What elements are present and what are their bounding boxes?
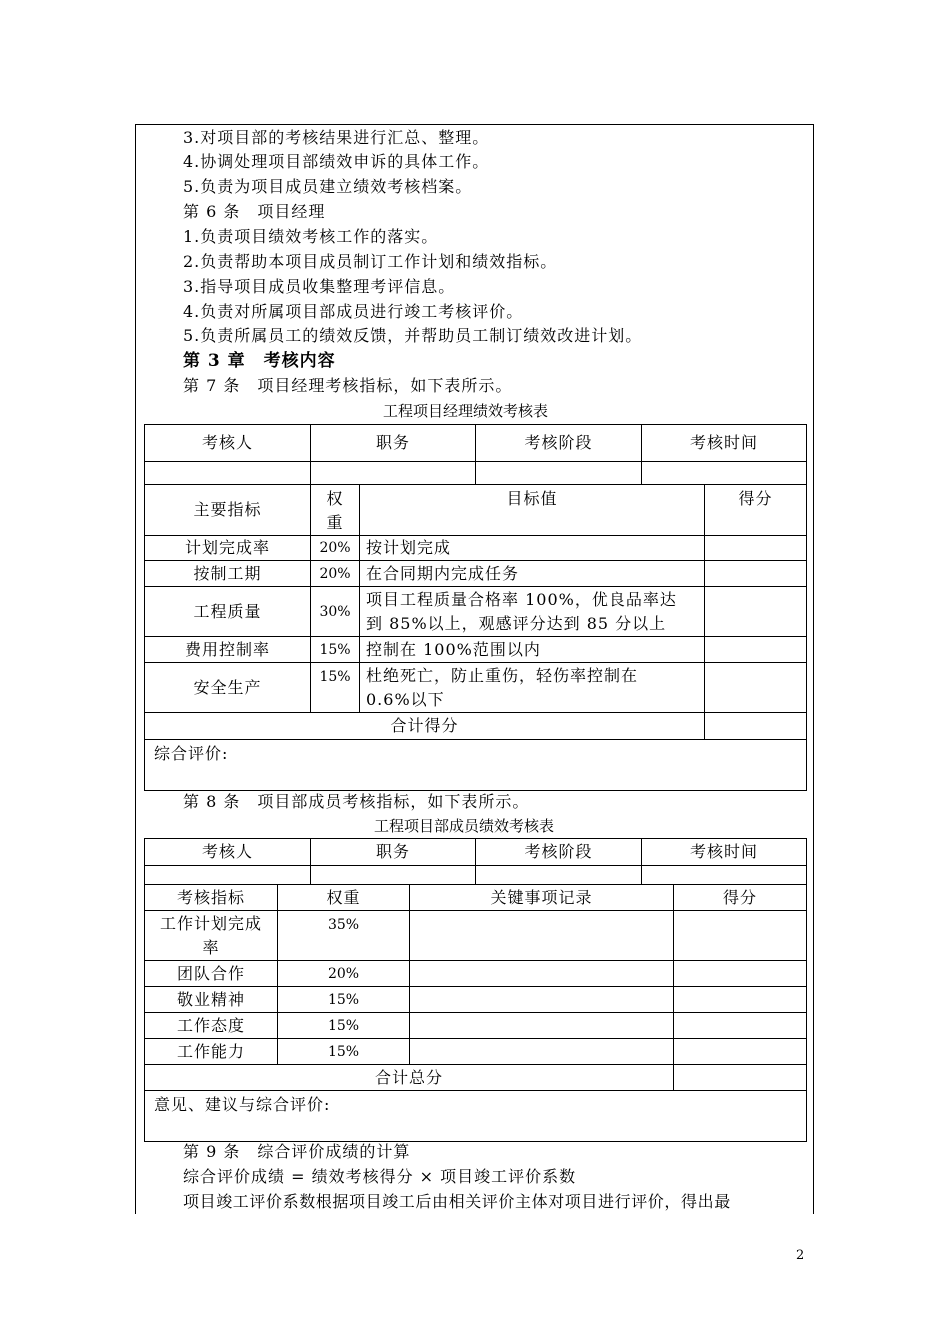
col-weight: 权重 [311,485,360,536]
col-score: 得分 [674,885,807,911]
text-line: 2.负责帮助本项目成员制订工作计划和绩效指标。 [183,252,558,271]
weight-cell: 20% [278,961,410,987]
text-line: 5.负责所属员工的绩效反馈，并帮助员工制订绩效改进计划。 [183,326,643,345]
table-row [145,561,807,587]
col-target: 目标值 [360,485,705,536]
score-cell [705,561,807,587]
col-indicator: 主要指标 [145,485,311,536]
target-line: 项目工程质量合格率 100%，优良品率达 [366,589,677,609]
formula-line: 综合评价成绩 = 绩效考核得分 × 项目竣工评价系数 [183,1167,577,1186]
record-cell [410,911,674,961]
weight-cell: 20% [311,561,360,587]
article-8: 第 8 条 项目部成员考核指标，如下表所示。 [183,792,530,811]
record-cell [410,1039,674,1065]
stage-label: 考核阶段 [476,839,642,866]
time-label: 考核时间 [642,425,807,462]
indicator-cell: 安全生产 [145,663,311,713]
table-row [145,1039,807,1065]
article-9: 第 9 条 综合评价成绩的计算 [183,1142,411,1161]
record-cell [410,1013,674,1039]
article-6-heading: 第 6 条 项目经理 [183,202,326,221]
position-label: 职务 [311,425,476,462]
record-cell [410,961,674,987]
stage-field [476,462,642,485]
weight-cell: 20% [311,536,360,561]
score-cell [674,1039,807,1065]
reviewer-field [145,462,311,485]
indicator-line: 工作计划完成 [159,913,262,933]
target-cell: 在合同期内完成任务 [360,561,705,587]
indicator-cell: 工作态度 [145,1013,278,1039]
col-record: 关键事项记录 [410,885,674,911]
score-cell [705,637,807,663]
target-cell: 控制在 100%范围以内 [360,637,705,663]
indicator-cell: 计划完成率 [145,536,311,561]
indicator-cell: 工程质量 [145,587,311,637]
score-cell [705,663,807,713]
reviewer-field [145,866,311,885]
table-row [145,536,807,561]
weight-cell: 35% [278,911,410,961]
table-row [145,587,807,637]
position-field [311,866,476,885]
indicator-cell: 团队合作 [145,961,278,987]
text-line: 3.指导项目成员收集整理考评信息。 [183,277,456,296]
weight-cell: 15% [278,1039,410,1065]
position-label: 职务 [311,839,476,866]
text-line: 1.负责项目绩效考核工作的落实。 [183,227,439,246]
weight-cell: 15% [278,1013,410,1039]
table-row [145,987,807,1013]
table1-caption: 工程项目经理绩效考核表 [383,402,549,420]
text-line: 项目竣工评价系数根据项目竣工后由相关评价主体对项目进行评价，得出最 [183,1192,731,1211]
table-row [145,961,807,987]
reviewer-label: 考核人 [145,839,311,866]
target-line: 杜绝死亡，防止重伤，轻伤率控制在 [366,665,639,685]
text-line: 3.对项目部的考核结果进行汇总、整理。 [183,128,490,147]
reviewer-label: 考核人 [145,425,311,462]
target-line: 0.6%以下 [366,689,445,709]
stage-field [476,866,642,885]
score-cell [705,536,807,561]
weight-cell: 30% [311,587,360,637]
text-line: 4.负责对所属项目部成员进行竣工考核评价。 [183,302,524,321]
text-line: 5.负责为项目成员建立绩效考核档案。 [183,177,473,196]
col-weight: 权重 [278,885,410,911]
target-cell [360,587,705,637]
score-cell [674,961,807,987]
col-score: 得分 [705,485,807,536]
score-cell [705,587,807,637]
table2-caption: 工程项目部成员绩效考核表 [374,817,555,835]
table2-body [144,884,807,1142]
table-row [145,663,807,713]
article-7: 第 7 条 项目经理考核指标，如下表所示。 [183,376,513,395]
target-cell: 按计划完成 [360,536,705,561]
total-score-cell [705,713,807,740]
score-cell [674,911,807,961]
weight-cell: 15% [278,987,410,1013]
table-row [145,637,807,663]
chapter-heading: 第 3 章 考核内容 [183,351,336,371]
overall-comment-label: 综合评价: [145,740,807,791]
total-score-label: 合计总分 [145,1065,674,1091]
total-score-label: 合计得分 [145,713,705,740]
col-indicator: 考核指标 [145,885,278,911]
time-label: 考核时间 [642,839,807,866]
target-line: 到 85%以上，观感评分达到 85 分以上 [366,613,667,633]
overall-comment-label: 意见、建议与综合评价: [145,1091,807,1142]
time-field [642,462,807,485]
table1-body [144,484,807,791]
text-line: 4.协调处理项目部绩效申诉的具体工作。 [183,152,490,171]
table-row [145,1013,807,1039]
stage-label: 考核阶段 [476,425,642,462]
weight-cell: 15% [311,637,360,663]
weight-cell: 15% [311,663,360,713]
indicator-cell [145,911,278,961]
table-row [145,911,807,961]
record-cell [410,987,674,1013]
indicator-cell: 工作能力 [145,1039,278,1065]
score-cell [674,1013,807,1039]
page-number: 2 [796,1248,805,1263]
target-cell [360,663,705,713]
indicator-cell: 费用控制率 [145,637,311,663]
total-score-cell [674,1065,807,1091]
score-cell [674,987,807,1013]
position-field [311,462,476,485]
indicator-cell: 按制工期 [145,561,311,587]
table2-header [144,838,807,885]
indicator-cell: 敬业精神 [145,987,278,1013]
table1-header [144,424,807,485]
time-field [642,866,807,885]
indicator-line: 率 [202,937,220,957]
